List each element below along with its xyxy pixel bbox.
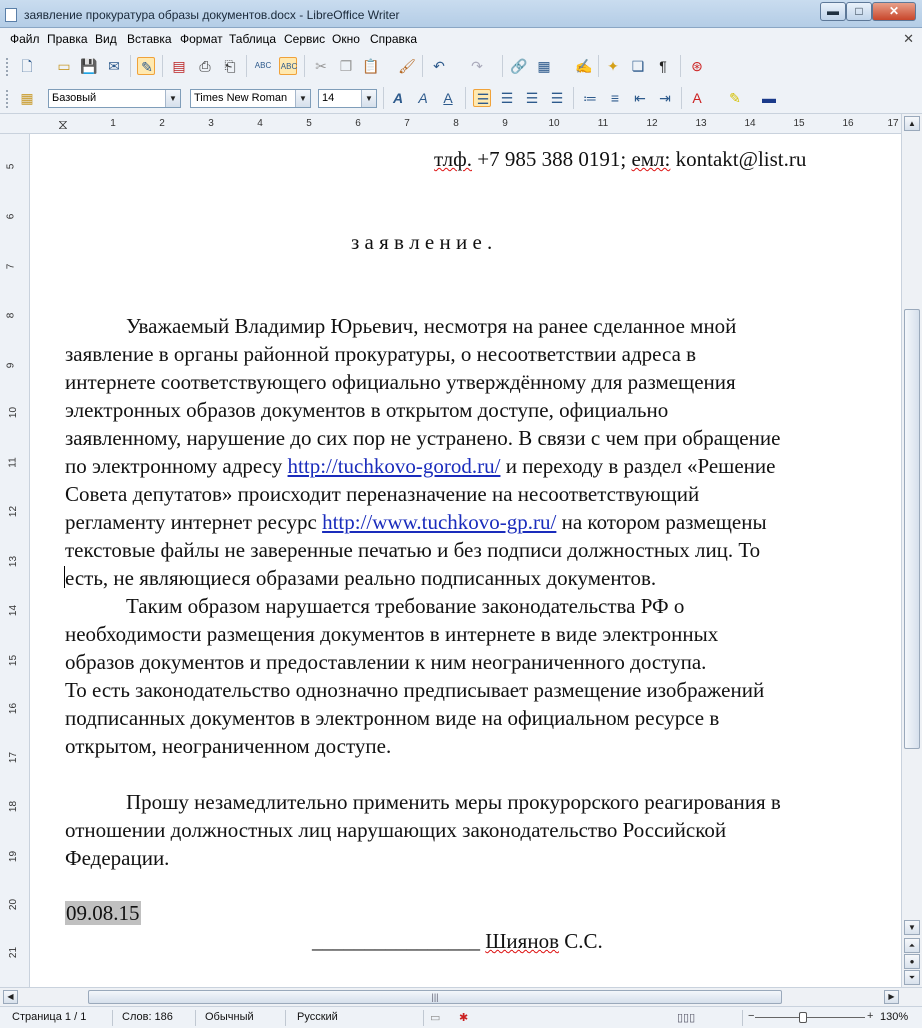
zoom-in-icon[interactable]: + [867, 1010, 874, 1022]
close-button[interactable]: ✕ [872, 2, 916, 21]
paragraph-line [65, 454, 775, 479]
ruler-number: 11 [597, 118, 609, 129]
ruler-number: 8 [453, 118, 459, 129]
ruler-number: 6 [355, 118, 361, 129]
ruler-number: 15 [8, 654, 20, 667]
header-phone-prefix: тлф. [434, 147, 472, 171]
view-layout-icon[interactable]: ▯▯▯ [677, 1012, 696, 1024]
text-cursor [64, 566, 65, 588]
ruler-number: 11 [7, 457, 19, 468]
ruler-number: 18 [8, 800, 20, 813]
document-heading: з а я в л е н и е . [351, 230, 493, 254]
export-pdf-icon[interactable]: ▤ [172, 58, 186, 74]
scroll-right-icon[interactable]: ▶ [884, 990, 899, 1004]
save-icon[interactable]: 💾 [80, 58, 98, 74]
separator [130, 55, 131, 77]
ruler-number: 10 [8, 406, 20, 419]
header-email-prefix: емл: [631, 147, 671, 171]
minimize-button[interactable]: ▬ [820, 2, 846, 21]
tuchkovo-gp-link[interactable]: http://www.tuchkovo-gp.ru/ [322, 510, 557, 534]
ruler-number: 13 [8, 555, 20, 568]
align-center-icon[interactable]: ☰ [500, 90, 514, 106]
print-icon[interactable]: ⎙ [199, 58, 211, 74]
paragraph-line: заявленному, нарушение до сих пор не устранено. В связи с чем при обращение [65, 426, 781, 450]
scroll-up-icon[interactable]: ▲ [904, 116, 920, 131]
scroll-left-icon[interactable]: ◀ [3, 990, 18, 1004]
paragraph-line [65, 510, 767, 535]
paragraph-line: электронных образов документов в открытом доступе, официально [65, 398, 669, 422]
numbering-icon[interactable]: ≔ [583, 90, 597, 106]
paragraph-line: подписанных документов в электронном виде на официальном ресурсе в [65, 706, 720, 730]
spellcheck-icon[interactable]: ABC [254, 61, 272, 70]
cut-icon[interactable]: ✂ [315, 58, 327, 74]
signature [312, 929, 603, 954]
ruler-number: 9 [5, 362, 17, 369]
paragraph-line: есть, не являющиеся образами реально подписанных документов. [65, 566, 657, 590]
email-icon[interactable]: ✉ [108, 58, 120, 74]
divider [423, 1010, 424, 1026]
language[interactable]: Русский [297, 1011, 338, 1023]
font-color-icon[interactable]: A [692, 90, 702, 106]
horizontal-scroll-thumb[interactable]: ||| [88, 990, 782, 1004]
signature-initials: С.С. [559, 929, 603, 953]
ruler-number: 17 [8, 751, 20, 764]
scroll-down-icon[interactable]: ▼ [904, 920, 920, 935]
align-left-icon[interactable]: ☰ [473, 89, 491, 107]
document-icon [5, 8, 17, 22]
ruler-number: 7 [5, 263, 17, 270]
bullets-icon[interactable]: ≡ [610, 90, 620, 106]
styles-icon[interactable]: ▦ [20, 90, 34, 106]
align-right-icon[interactable]: ☰ [525, 90, 539, 106]
redo-icon[interactable]: ↷ [471, 58, 483, 74]
navigation-icon[interactable]: ● [904, 954, 920, 969]
paragraph-line: Федерации. [65, 846, 170, 870]
hyperlink-icon[interactable]: 🔗 [510, 58, 528, 74]
divider [742, 1010, 743, 1026]
toolbar-grip[interactable] [6, 90, 10, 108]
divider [112, 1010, 113, 1026]
horizontal-ruler[interactable] [0, 114, 922, 134]
bold-icon[interactable]: A [392, 90, 404, 106]
document-date [65, 901, 141, 926]
paragraph-line: Прошу незамедлительно применить меры прокурорского реагирования в [126, 790, 781, 814]
justify-icon[interactable]: ☰ [550, 90, 564, 106]
separator [422, 55, 423, 77]
background-color-icon[interactable]: ▬ [762, 90, 776, 106]
window-title: заявление прокуратура образы документов.docx - LibreOffice Writer [24, 8, 400, 22]
menu-table[interactable]: Таблица [229, 32, 277, 46]
ruler-number: 15 [793, 118, 805, 129]
document-page[interactable] [31, 134, 901, 987]
gallery-icon[interactable]: ❏ [631, 58, 645, 74]
separator [383, 87, 384, 109]
divider [195, 1010, 196, 1026]
highlighting-icon[interactable]: ✎ [729, 90, 741, 106]
maximize-button[interactable]: □ [846, 2, 872, 21]
paragraph-line: заявление в органы районной прокуратуры, о несоответствии адреса в [65, 342, 697, 366]
font-name-select[interactable] [190, 89, 311, 108]
zoom-slider[interactable] [755, 1017, 865, 1018]
text-span: по электронному адресу [65, 454, 288, 478]
help-icon[interactable]: ⊛ [691, 58, 703, 74]
paste-icon[interactable]: 📋 [362, 58, 380, 74]
menu-view[interactable]: Вид [95, 32, 117, 46]
separator [465, 87, 466, 109]
italic-icon[interactable]: A [418, 90, 428, 106]
menu-help[interactable]: Справка [370, 32, 418, 46]
ruler-number: 2 [159, 118, 165, 129]
divider [285, 1010, 286, 1026]
indent-marker-icon[interactable]: ⧖ [58, 116, 68, 132]
paragraph-line: Таким образом нарушается требование законодательства РФ о [126, 594, 685, 618]
font-size-value: 14 [322, 92, 335, 104]
ruler-number: 21 [8, 946, 20, 959]
separator [598, 55, 599, 77]
paragraph-line: интернете соответствующего официально утверждённому для размещения [65, 370, 736, 394]
paragraph-line: отношении должностных лиц нарушающих законодательство Российской [65, 818, 727, 842]
header-phone: +7 985 388 0191; [472, 147, 632, 171]
decrease-indent-icon[interactable]: ⇤ [634, 90, 646, 106]
ruler-number: 14 [8, 604, 20, 617]
copy-icon[interactable]: ❐ [339, 58, 353, 74]
ruler-number: 12 [646, 118, 658, 129]
paragraph-line: образов документов и предоставлении к ним неограниченного доступа. [65, 650, 707, 674]
increase-indent-icon[interactable]: ⇥ [659, 90, 671, 106]
zoom-level[interactable]: 130% [880, 1011, 909, 1023]
text-span: на котором размещены [556, 510, 767, 534]
ruler-number: 17 [887, 118, 899, 129]
separator [246, 55, 247, 77]
zoom-out-icon[interactable]: − [748, 1010, 755, 1022]
paragraph-line: Уважаемый Владимир Юрьевич, несмотря на ранее сделанное мной [126, 314, 737, 338]
paragraph-line: открытом, неограниченном доступе. [65, 734, 392, 758]
status-bar [0, 1006, 922, 1028]
undo-icon[interactable]: ↶ [433, 58, 445, 74]
formatting-toolbar [0, 82, 922, 114]
ruler-number: 10 [548, 118, 560, 129]
ruler-number: 19 [8, 850, 20, 863]
horizontal-scrollbar[interactable] [0, 987, 922, 1006]
signature-line: ________________ [312, 929, 480, 953]
document-modified-icon: ✱ [459, 1012, 469, 1024]
previous-page-icon[interactable]: ⏶ [904, 938, 920, 953]
header-contact [434, 147, 806, 172]
ruler-number: 16 [8, 702, 20, 715]
ruler-number: 13 [695, 118, 707, 129]
paragraph-line: То есть законодательство однозначно предписывает размещение изображений [65, 678, 765, 702]
menu-window[interactable]: Окно [332, 32, 360, 46]
paragraph-line: необходимости размещения документов в интернете в виде электронных [65, 622, 719, 646]
tuchkovo-gorod-link[interactable]: http://tuchkovo-gorod.ru/ [287, 454, 501, 478]
menu-format[interactable]: Формат [180, 32, 223, 46]
paragraph-line: текстовые файлы не заверенные печатью и без подписи должностных лиц. То [65, 538, 761, 562]
autospellcheck-icon[interactable]: ABC [279, 57, 297, 75]
ruler-number: 7 [404, 118, 410, 129]
separator [162, 55, 163, 77]
text-span: и переходу в раздел «Решение [500, 454, 776, 478]
ruler-number: 5 [306, 118, 312, 129]
header-email: kontakt@list.ru [670, 147, 807, 171]
vertical-scrollbar[interactable] [901, 114, 922, 987]
close-document-icon[interactable]: ✕ [903, 31, 914, 46]
font-name-value: Times New Roman [194, 92, 288, 104]
chevron-down-icon: ▼ [165, 90, 180, 107]
formatting-marks-icon[interactable]: ¶ [659, 58, 667, 74]
title-bar [0, 0, 922, 28]
paragraph-style-value: Базовый [52, 92, 97, 104]
clone-formatting-icon[interactable]: 🖌 [398, 58, 416, 74]
ruler-number: 1 [110, 118, 116, 129]
edit-mode-icon[interactable]: ✎ [137, 57, 155, 75]
next-page-icon[interactable]: ⏷ [904, 970, 920, 985]
ruler-number: 5 [5, 163, 17, 170]
standard-toolbar [0, 50, 922, 82]
paragraph-style-select[interactable] [48, 89, 181, 108]
ruler-number: 6 [5, 213, 17, 220]
show-draw-functions-icon[interactable]: ✍ [575, 58, 593, 74]
ruler-number: 9 [502, 118, 508, 129]
chevron-down-icon: ▼ [361, 90, 376, 107]
menu-bar [0, 28, 922, 50]
print-preview-icon[interactable]: ⎗ [224, 58, 236, 74]
vertical-scroll-thumb[interactable] [904, 309, 920, 749]
menu-edit[interactable]: Правка [47, 32, 88, 46]
ruler-number: 20 [8, 898, 20, 911]
separator [304, 55, 305, 77]
ruler-number: 16 [842, 118, 854, 129]
menu-tools[interactable]: Сервис [284, 32, 326, 46]
ruler-number: 8 [5, 312, 17, 319]
new-document-icon[interactable]: 🗋 [21, 58, 33, 74]
separator [681, 87, 682, 109]
zoom-slider-knob[interactable] [799, 1012, 807, 1023]
navigator-icon[interactable]: ✦ [607, 58, 619, 74]
open-icon[interactable]: ▭ [57, 58, 71, 74]
insert-mode-icon[interactable]: ▭ [430, 1012, 441, 1024]
table-icon[interactable]: ▦ [537, 58, 551, 74]
ruler-number: 3 [208, 118, 214, 129]
separator [680, 55, 681, 77]
underline-icon[interactable]: A [443, 90, 453, 106]
ruler-number: 12 [8, 505, 20, 518]
word-count: Слов: 186 [122, 1011, 173, 1023]
signature-name: Шиянов [485, 929, 559, 953]
date-field: 09.08.15 [66, 901, 140, 925]
menu-insert[interactable]: Вставка [127, 32, 172, 46]
page-style[interactable]: Обычный [205, 1011, 254, 1023]
chevron-down-icon: ▼ [295, 90, 310, 107]
page-indicator[interactable]: Страница 1 / 1 [12, 1011, 87, 1023]
paragraph-line: Совета депутатов» происходит переназначение на несоответствующий [65, 482, 700, 506]
vertical-ruler [0, 134, 30, 987]
menu-file[interactable]: Файл [10, 32, 40, 46]
font-size-select[interactable] [318, 89, 377, 108]
ruler-number: 4 [257, 118, 263, 129]
separator [573, 87, 574, 109]
ruler-number: 14 [744, 118, 756, 129]
toolbar-grip[interactable] [6, 58, 10, 76]
text-span: регламенту интернет ресурс [65, 510, 323, 534]
separator [502, 55, 503, 77]
